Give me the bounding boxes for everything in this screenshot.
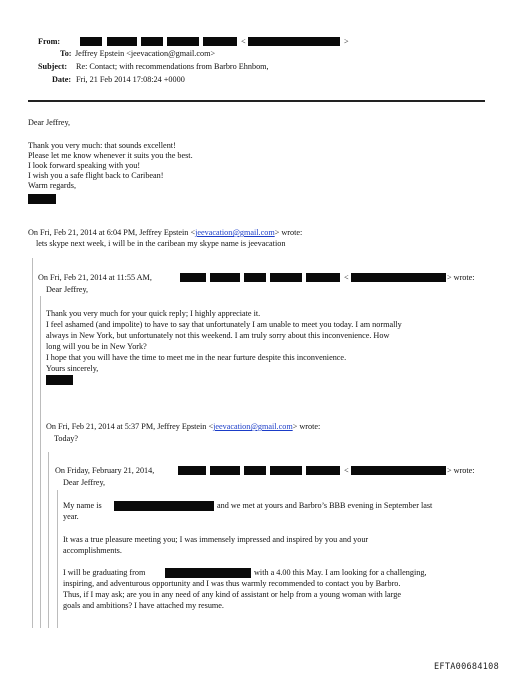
message-line: Thank you very much: that sounds excellent! — [28, 141, 176, 150]
quote-bar-4 — [57, 490, 58, 628]
name-redaction — [114, 501, 214, 511]
redaction-block — [270, 466, 302, 475]
email-link[interactable]: jeevacation@gmail.com — [213, 422, 293, 431]
paragraph-1-rest: and we met at yours and Barbro’s BBB evening in September last — [217, 501, 433, 510]
message-line: I look forward speaking with you! — [28, 161, 141, 170]
quote-header-suffix: > wrote: — [447, 466, 475, 475]
quote-body-1: lets skype next week, i will be in the caribean my skype name is jeevacation — [36, 239, 286, 248]
paragraph-2-line1: It was a true pleasure meeting you; I was immensely impressed and inspired by you and your — [63, 535, 369, 544]
quote-greeting: Dear Jeffrey, — [46, 285, 89, 294]
date-label: Date: — [52, 75, 72, 84]
to-label: To: — [60, 49, 72, 58]
subject-value: Re: Contact; with recommendations from Barbro Ehnbom, — [76, 62, 269, 71]
subject-label: Subject: — [38, 62, 68, 71]
quote-lt: < — [344, 466, 349, 475]
message-line: I wish you a safe flight back to Caribean! — [28, 171, 164, 180]
redaction-block — [244, 466, 266, 475]
date-value: Fri, 21 Feb 2014 17:08:24 +0000 — [76, 75, 185, 84]
quote-bar-1 — [32, 258, 33, 628]
from-gt: > — [344, 37, 349, 46]
redaction-block — [178, 466, 206, 475]
quote-line: I feel ashamed (and impolite) to have to say that unfortunately I am unable to meet you today. I am normally — [46, 320, 402, 329]
redaction-block — [306, 273, 340, 282]
message-line: Warm regards, — [28, 181, 76, 190]
message-greeting: Dear Jeffrey, — [28, 118, 71, 127]
redaction-block — [270, 273, 302, 282]
redaction-block — [244, 273, 266, 282]
quote-header-2: On Fri, Feb 21, 2014 at 11:55 AM, — [38, 273, 152, 282]
signature-redaction — [28, 194, 56, 204]
message-line: Please let me know whenever it suits you the best. — [28, 151, 193, 160]
document-id: EFTA00684108 — [434, 662, 500, 672]
quote-bar-3 — [48, 452, 49, 628]
redaction-block — [167, 37, 199, 46]
redaction-block — [203, 37, 237, 46]
redaction-block — [141, 37, 163, 46]
redaction-block — [180, 273, 206, 282]
header-divider — [28, 100, 485, 102]
quote-body-3: Today? — [54, 434, 78, 443]
redaction-block — [210, 466, 240, 475]
quote-line: always in New York, but unfortunately not this weekend. I am truly sorry about this inconvenience. How — [46, 331, 390, 340]
paragraph-1-start: My name is — [63, 501, 102, 510]
quote-line: Thank you very much for your quick reply; I highly appreciate it. — [46, 309, 261, 318]
redaction-block — [107, 37, 137, 46]
paragraph-2-line2: accomplishments. — [63, 546, 122, 555]
quote-greeting: Dear Jeffrey, — [63, 478, 106, 487]
redaction-block — [351, 466, 446, 475]
from-lt: < — [241, 37, 246, 46]
redaction-block — [351, 273, 446, 282]
quote-line: long will you be in New York? — [46, 342, 147, 351]
paragraph-3-line4: goals and ambitions? I have attached my resume. — [63, 601, 224, 610]
quote-header-1: On Fri, Feb 21, 2014 at 6:04 PM, Jeffrey Epstein <jeevacation@gmail.com> wrote: — [28, 228, 303, 237]
school-redaction — [165, 568, 251, 578]
quote-bar-2 — [40, 296, 41, 628]
to-value: Jeffrey Epstein <jeevacation@gmail.com> — [75, 49, 216, 58]
paragraph-1-line2: year. — [63, 512, 79, 521]
paragraph-3-line2: inspiring, and adventurous opportunity and I was thus warmly recommended to contact you by Barbro. — [63, 579, 401, 588]
quote-lt: < — [344, 273, 349, 282]
paragraph-3-start: I will be graduating from — [63, 568, 146, 577]
from-label: From: — [38, 37, 61, 46]
quote-header-3: On Fri, Feb 21, 2014 at 5:37 PM, Jeffrey Epstein <jeevacation@gmail.com> wrote: — [46, 422, 321, 431]
redaction-block — [248, 37, 340, 46]
redaction-block — [306, 466, 340, 475]
redaction-block — [210, 273, 240, 282]
signature-redaction — [46, 375, 73, 385]
redaction-block — [80, 37, 102, 46]
paragraph-3-line3: Thus, if I may ask; are you in any need of any kind of assistant or help from a young woman with large — [63, 590, 401, 599]
quote-line: Yours sincerely, — [46, 364, 99, 373]
paragraph-3-rest: with a 4.00 this May. I am looking for a challenging, — [254, 568, 427, 577]
quote-header-suffix: > wrote: — [447, 273, 475, 282]
quote-header-4: On Friday, February 21, 2014, — [55, 466, 155, 475]
quote-line: I hope that you will have the time to meet me in the near furture despite this inconvenience. — [46, 353, 347, 362]
email-link[interactable]: jeevacation@gmail.com — [195, 228, 275, 237]
